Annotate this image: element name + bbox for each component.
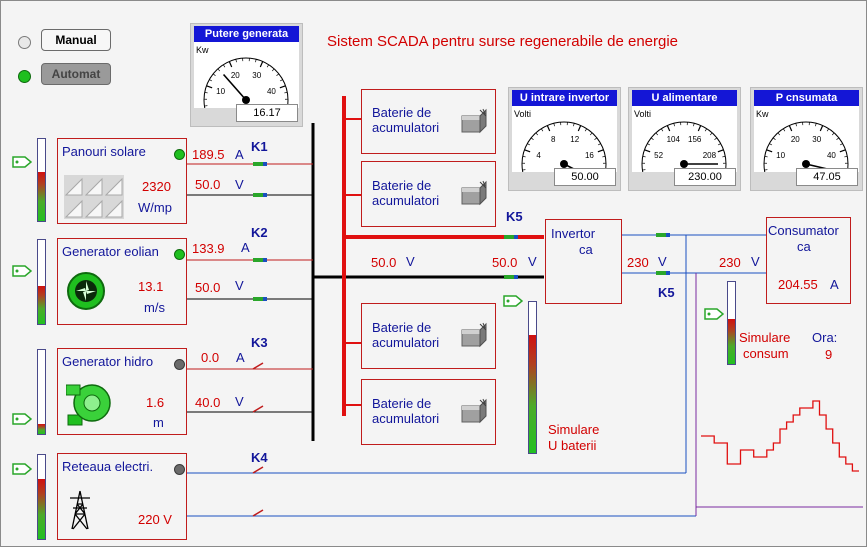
hidro-head-value: 1.6: [146, 395, 165, 410]
battery-box-4[interactable]: [361, 379, 496, 445]
gauge-tick-label: 8: [551, 135, 556, 145]
k1-switch-label[interactable]: K1: [251, 139, 268, 154]
hidro-current-value: 0.0: [201, 350, 220, 365]
gauge-u-intrare-invertor: [508, 87, 621, 191]
eolian-voltage-unit: V: [235, 278, 244, 293]
retea-label: Reteaua electri.: [62, 459, 154, 474]
retea-electrica-box[interactable]: [57, 453, 187, 540]
gauge-reading: 230.00: [674, 168, 736, 186]
gauge-putere-generata: [190, 23, 303, 127]
battery-label: Baterie de acumulatori: [372, 178, 440, 208]
solar-label: Panouri solare: [62, 144, 146, 159]
gauge-tick-label: 10: [216, 86, 226, 96]
gauge-unit: Kw: [756, 109, 769, 119]
invertor-box[interactable]: [545, 219, 622, 304]
solar-status-led: [174, 149, 185, 160]
eolian-generator-box[interactable]: [57, 238, 187, 325]
retea-status-led: [174, 464, 185, 475]
u-intrare-dial: [509, 106, 620, 172]
battery-voltage-level-bar: [528, 301, 537, 454]
gauge-unit: Kw: [196, 45, 209, 55]
invertor-out-voltage-unit: V: [658, 254, 667, 269]
gauge-tick-label: 20: [790, 135, 800, 145]
bus-voltage-left-unit: V: [406, 254, 415, 269]
battery-box-2[interactable]: [361, 161, 496, 227]
level-fill: [728, 319, 735, 364]
gauge-hub: [242, 96, 250, 104]
k1-contacts[interactable]: [253, 162, 267, 197]
level-fill: [38, 424, 45, 434]
consum-level-bar: [727, 281, 736, 365]
gauge-tick-label: 16: [584, 150, 594, 160]
battery-label: Baterie de acumulatori: [372, 320, 440, 350]
automat-button[interactable]: Automat: [41, 63, 111, 85]
ora-label: Ora:: [812, 330, 838, 345]
eolian-wind-speed-unit: m/s: [144, 300, 165, 315]
consumator-box[interactable]: [766, 217, 851, 304]
tag-icon[interactable]: [12, 264, 32, 282]
gauge-title: U intrare invertor: [512, 90, 617, 106]
simulare-consum-label: Simulare: [739, 330, 791, 345]
simulare-baterii-label2: U baterii: [548, 438, 597, 453]
manual-button[interactable]: Manual: [41, 29, 111, 51]
retea-voltage-value: 220 V: [138, 512, 172, 527]
hidro-head-unit: m: [153, 415, 164, 430]
gauge-tick-label: 30: [252, 71, 262, 81]
gauge-tick-label: 12: [570, 135, 580, 145]
k3-contacts-open[interactable]: [253, 363, 263, 412]
eolian-wind-speed-value: 13.1: [138, 279, 164, 294]
gauge-tick-label: 52: [654, 150, 664, 160]
simulare-baterii-label: Simulare: [548, 422, 600, 437]
hidro-level-bar: [37, 349, 46, 435]
k2-contacts[interactable]: [253, 258, 267, 301]
solar-current-unit: A: [235, 147, 244, 162]
battery-icon: [460, 398, 488, 426]
level-fill: [529, 335, 536, 453]
power-pylon-icon: [66, 490, 94, 530]
invertor-out-voltage-value: 230: [627, 255, 649, 270]
level-fill: [38, 479, 45, 539]
hidro-generator-box[interactable]: [57, 348, 187, 435]
gauge-tick-label: 40: [266, 86, 276, 96]
bus-voltage-right-value: 50.0: [492, 255, 518, 270]
k3-switch-label[interactable]: K3: [251, 335, 268, 350]
p-consumata-dial: [751, 106, 862, 172]
gauge-p-consumata: [750, 87, 863, 191]
bus-voltage-left-value: 50.0: [371, 255, 397, 270]
gauge-hub: [802, 160, 810, 168]
battery-icon: [460, 180, 488, 208]
gauge-title: P cnsumata: [754, 90, 859, 106]
consumator-voltage-value: 230: [719, 255, 741, 270]
u-alimentare-dial: [629, 106, 740, 172]
consumator-voltage-unit: V: [751, 254, 760, 269]
gauge-hub: [680, 160, 688, 168]
tag-icon[interactable]: [503, 294, 523, 312]
hidro-voltage-unit: V: [235, 394, 244, 409]
consumator-current-unit: A: [830, 277, 839, 292]
gauge-reading: 50.00: [554, 168, 616, 186]
battery-icon: [460, 322, 488, 350]
solar-voltage-value: 50.0: [195, 177, 221, 192]
hidro-current-unit: A: [236, 350, 245, 365]
level-fill: [38, 172, 45, 221]
tag-icon[interactable]: [12, 412, 32, 430]
hidro-voltage-value: 40.0: [195, 395, 221, 410]
eolian-current-unit: A: [241, 240, 250, 255]
ora-value: 9: [825, 347, 833, 362]
gauge-reading: 16.17: [236, 104, 298, 122]
wind-turbine-icon: [66, 271, 106, 311]
gauge-tick-label: 40: [826, 150, 836, 160]
consumator-sublabel: ca: [797, 239, 811, 254]
solar-voltage-unit: V: [235, 177, 244, 192]
retea-level-bar: [37, 454, 46, 540]
gauge-hub: [560, 160, 568, 168]
k5-ac-switch-label[interactable]: K5: [658, 285, 675, 300]
battery-label: Baterie de acumulatori: [372, 396, 440, 426]
k4-switch-label[interactable]: K4: [251, 450, 268, 465]
invertor-label: Invertor: [551, 226, 596, 241]
tag-icon[interactable]: [12, 462, 32, 480]
gauge-tick-label: 156: [688, 135, 702, 145]
gauge-unit: Volti: [634, 109, 652, 119]
gauge-unit: Volti: [514, 109, 532, 119]
tag-icon[interactable]: [704, 307, 724, 325]
gauge-title: U alimentare: [632, 90, 737, 106]
putere-dial: [191, 42, 302, 108]
bus-voltage-right-unit: V: [528, 254, 537, 269]
consumator-current-value: 204.55: [778, 277, 818, 292]
eolian-current-value: 133.9: [192, 241, 225, 256]
gauge-tick-label: 104: [666, 135, 680, 145]
gauge-u-alimentare: [628, 87, 741, 191]
battery-label: Baterie de acumulatori: [372, 105, 440, 135]
gauge-title: Putere generata: [194, 26, 299, 42]
hidro-status-led: [174, 359, 185, 370]
solar-irradiance-unit: W/mp: [138, 200, 172, 215]
gauge-tick-label: 30: [812, 135, 822, 145]
eolian-level-bar: [37, 239, 46, 325]
solar-panel-box[interactable]: [57, 138, 187, 224]
solar-level-bar: [37, 138, 46, 222]
gauge-tick-label: 208: [702, 150, 717, 160]
automat-indicator: [18, 70, 31, 83]
eolian-voltage-value: 50.0: [195, 280, 221, 295]
gauge-tick-label: 4: [536, 150, 541, 160]
k2-switch-label[interactable]: K2: [251, 225, 268, 240]
manual-indicator: [18, 36, 31, 49]
consum-trace: [701, 401, 859, 471]
solar-current-value: 189.5: [192, 147, 225, 162]
k5-dc-switch-label[interactable]: K5: [506, 209, 523, 224]
gauge-tick-label: 20: [230, 71, 240, 81]
solar-irradiance-value: 2320: [142, 179, 171, 194]
invertor-sublabel: ca: [579, 242, 593, 257]
eolian-status-led: [174, 249, 185, 260]
k4-contacts-open[interactable]: [253, 467, 263, 516]
battery-box-3[interactable]: [361, 303, 496, 369]
hidro-label: Generator hidro: [62, 354, 154, 369]
battery-icon: [460, 108, 488, 136]
eolian-label: Generator eolian: [62, 244, 159, 259]
page-title: Sistem SCADA pentru surse regenerabile de energie: [327, 33, 679, 50]
simulare-consum-label2: consum: [743, 346, 789, 361]
solar-panel-icon: [64, 175, 124, 219]
gauge-reading: 47.05: [796, 168, 858, 186]
gauge-tick-label: 10: [776, 150, 786, 160]
level-fill: [38, 286, 45, 324]
battery-box-1[interactable]: [361, 89, 496, 154]
tag-icon[interactable]: [12, 155, 32, 173]
consumator-label: Consumator: [768, 223, 839, 238]
hydro-turbine-icon: [66, 379, 112, 427]
